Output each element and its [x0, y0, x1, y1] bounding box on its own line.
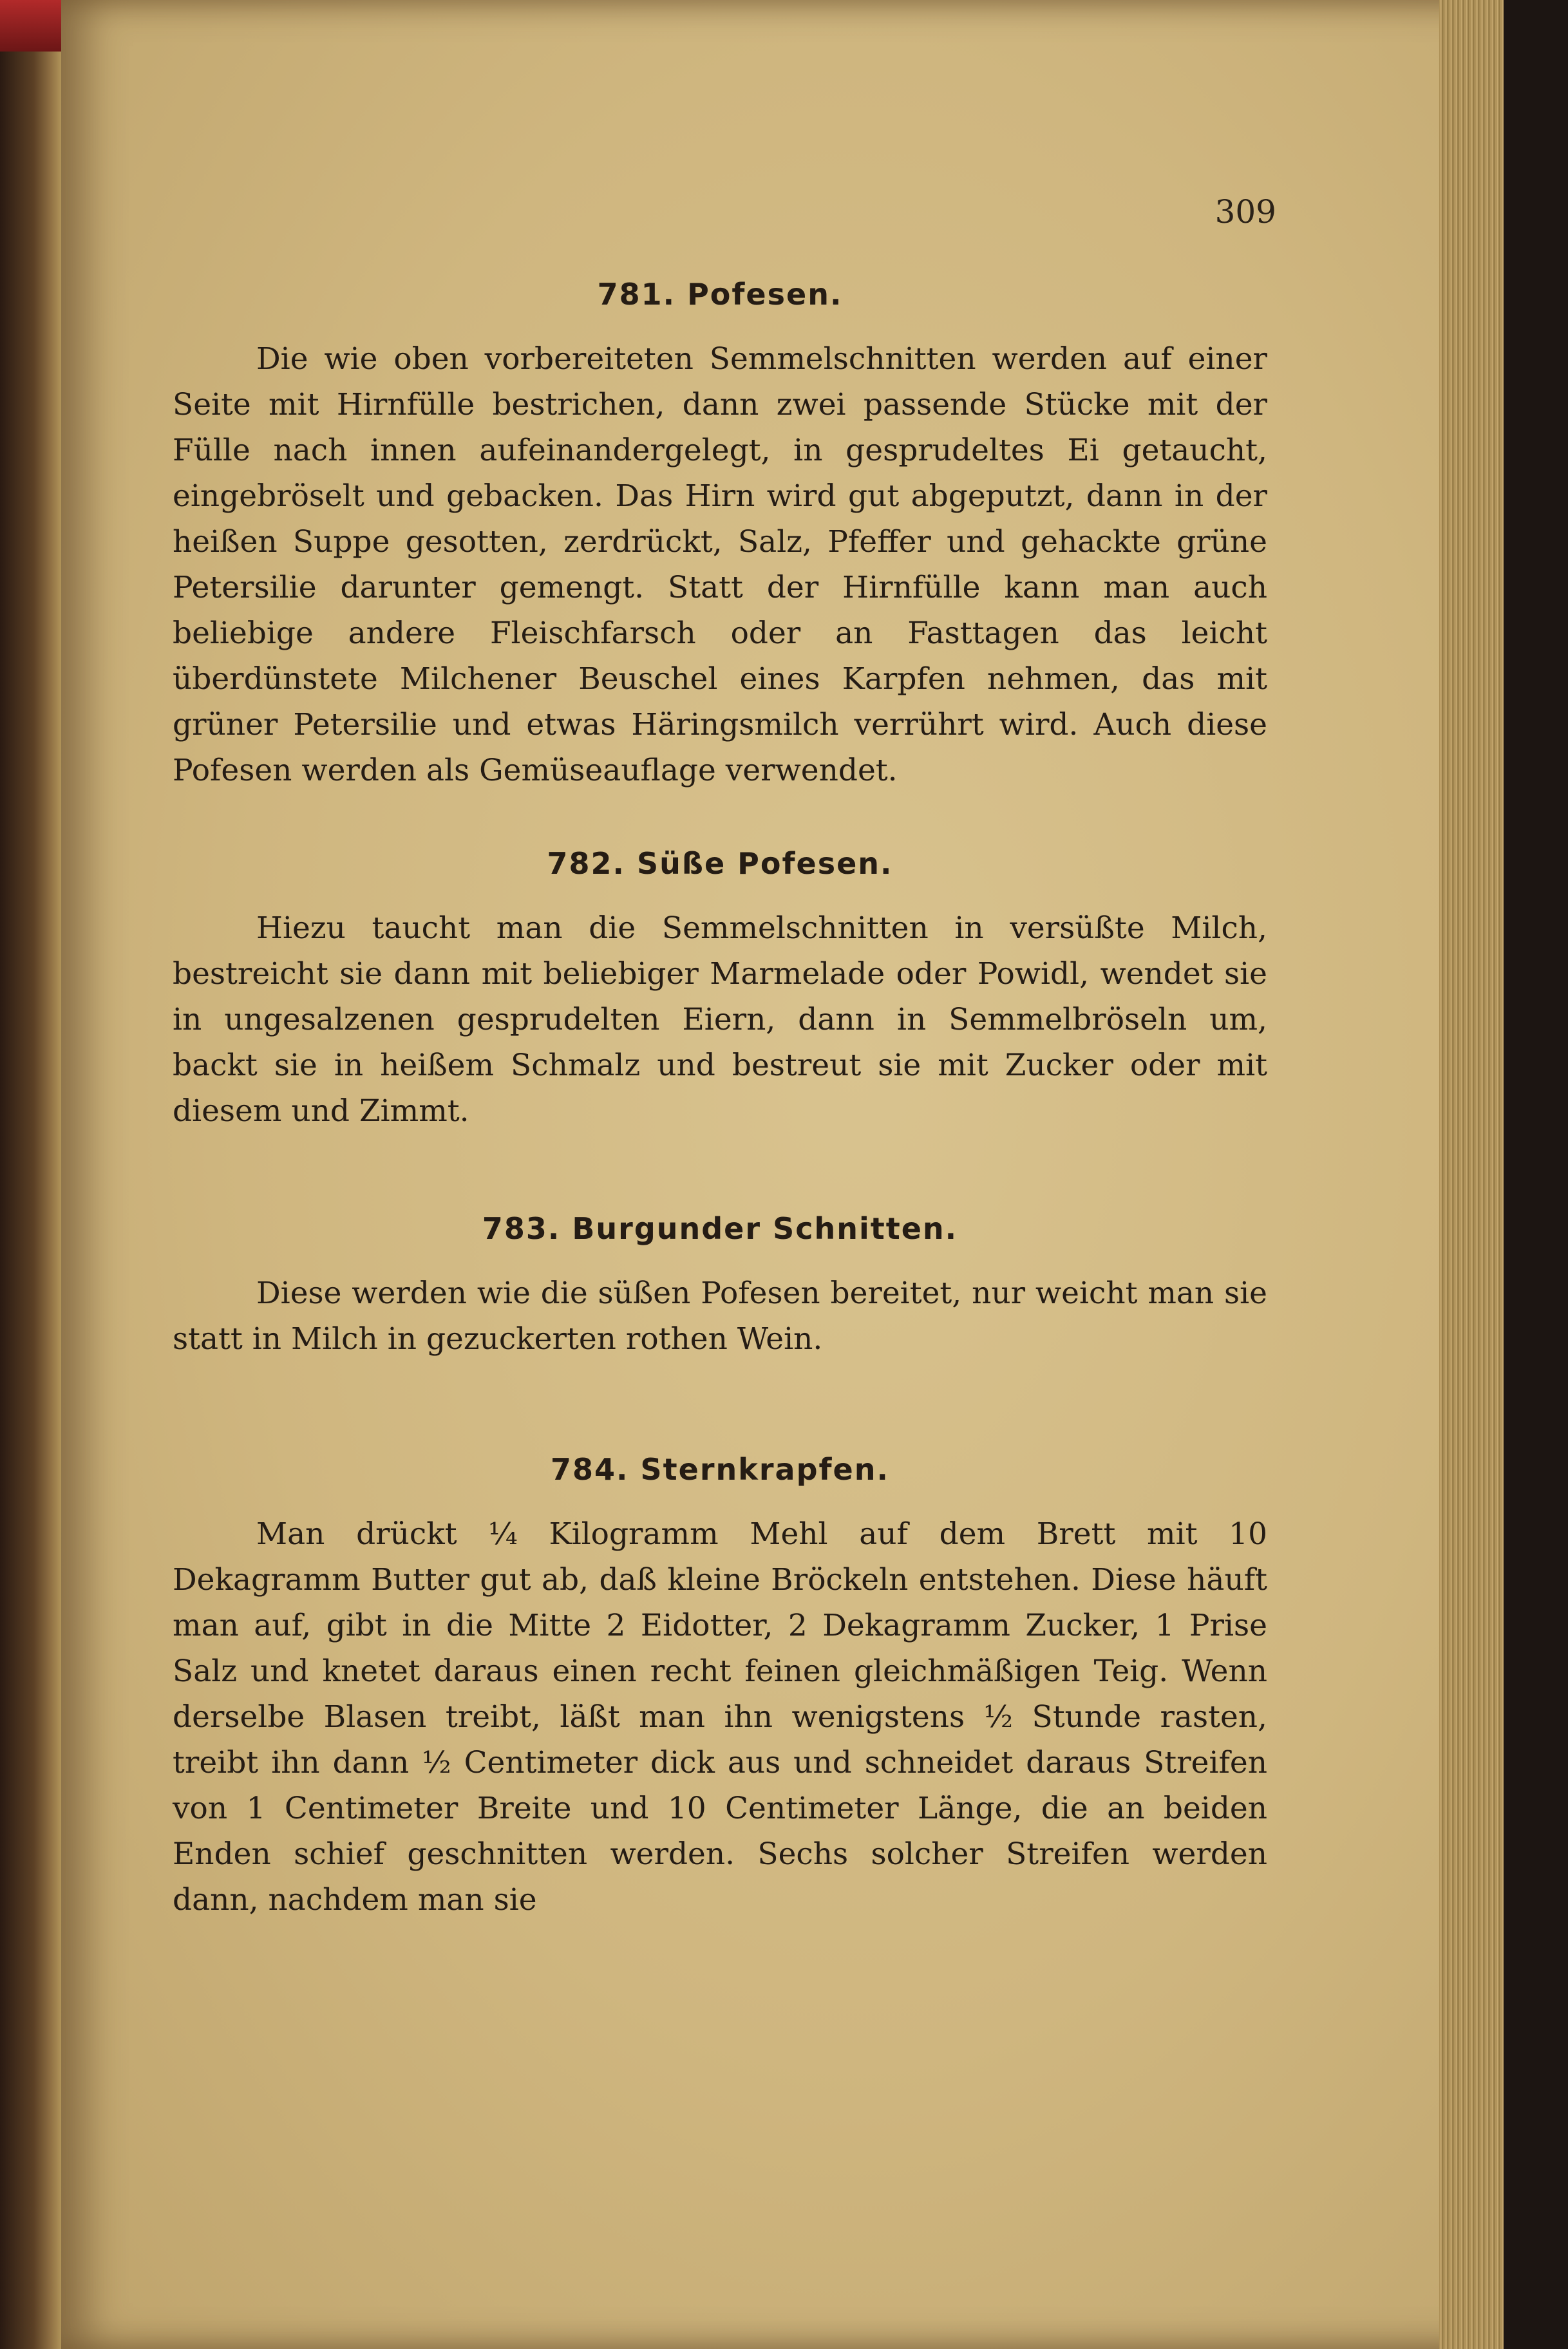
recipe-section [173, 1211, 1267, 1362]
recipe-title: 781. Pofesen. [597, 277, 843, 312]
recipe-body: Diese werden wie die süßen Pofesen bereitet, nur weicht man sie statt in Milch in gezuckerten rothen Wein. [173, 1276, 1267, 1357]
recipe-section [173, 277, 1267, 793]
page-content [173, 277, 1267, 1923]
recipe-title: 783. Burgunder Schnitten. [482, 1211, 958, 1246]
recipe-title: 782. Süße Pofesen. [547, 846, 893, 881]
recipe-section [173, 1452, 1267, 1923]
page-number: 309 [1214, 193, 1276, 231]
recipe-body: Die wie oben vorbereiteten Semmelschnitten werden auf einer Seite mit Hirnfülle bestrichen, dann zwei passende Stücke mit der Fülle nach innen aufeinandergelegt, in gesprudeltes Ei getaucht, eingebröselt und gebacken. Das Hirn wird gut abgeputzt, dann in der heißen Suppe gesotten, zerdrückt, Salz, Pfeffer und gehackte grüne Petersilie darunter gemengt. Statt der Hirnfülle kann man auch beliebige andere Fleischfarsch oder an Fasttagen das leicht überdünstete Milchener Beuschel eines Karpfen nehmen, das mit grüner Petersilie und etwas Häringsmilch verrührt wird. Auch diese Pofesen werden als Gemüseauflage verwendet. [173, 341, 1267, 788]
recipe-body: Hiezu taucht man die Semmelschnitten in versüßte Milch, bestreicht sie dann mit beliebiger Marmelade oder Powidl, wendet sie in ungesalzenen gesprudelten Eiern, dann in Semmelbröseln um, backt sie in heißem Schmalz und bestreut sie mit Zucker oder mit diesem und Zimmt. [173, 910, 1267, 1129]
recipe-title: 784. Sternkrapfen. [551, 1452, 889, 1487]
book-spine [0, 0, 61, 2349]
recipe-body: Man drückt ¼ Kilogramm Mehl auf dem Brett mit 10 Dekagramm Butter gut ab, daß kleine Bröckeln entstehen. Diese häuft man auf, gibt in die Mitte 2 Eidotter, 2 Dekagramm Zucker, 1 Prise Salz und knetet daraus einen recht feinen gleichmäßigen Teig. Wenn derselbe Blasen treibt, läßt man ihn wenigstens ½ Stunde rasten, treibt ihn dann ½ Centimeter dick aus und schneidet daraus Streifen von 1 Centimeter Breite und 10 Centimeter Länge, die an beiden Enden schief geschnitten werden. Sechs solcher Streifen werden dann, nachdem man sie [173, 1516, 1267, 1918]
recipe-section [173, 846, 1267, 1134]
page-stack-edge [1439, 0, 1504, 2349]
